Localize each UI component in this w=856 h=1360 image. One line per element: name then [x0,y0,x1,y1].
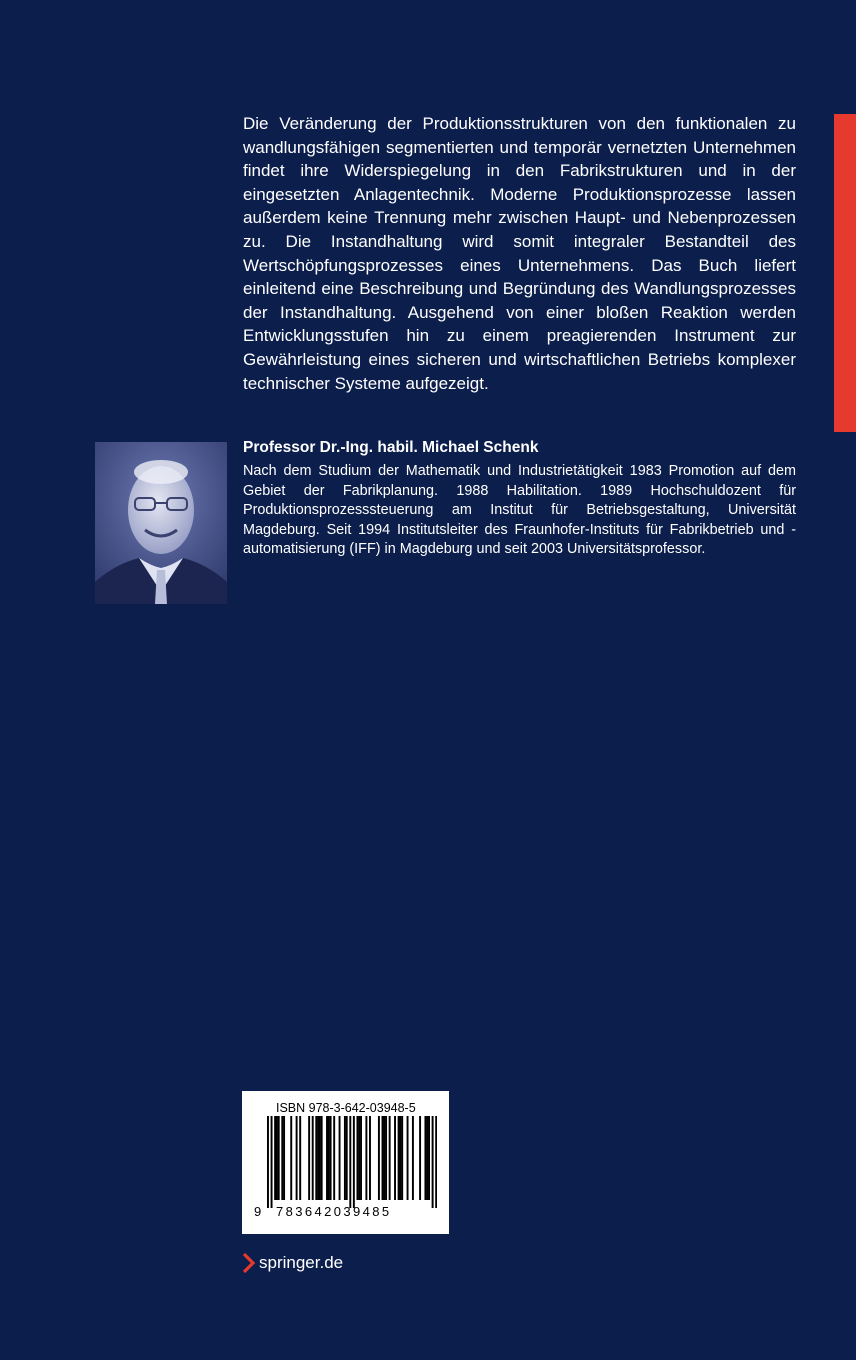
isbn-barcode [242,1091,449,1234]
barcode-bar [399,1116,401,1200]
barcode-bar [317,1116,319,1200]
publisher-website: springer.de [259,1253,344,1272]
barcode-bar [358,1116,360,1200]
author-portrait-image [95,442,227,604]
barcode-bar [344,1116,346,1200]
barcode-bar [312,1116,314,1200]
barcode-bar [365,1116,367,1200]
ean-first-digit: 9 [254,1204,262,1219]
barcode-bar [407,1116,409,1200]
barcode-bar [308,1116,310,1200]
springer-logo [243,1251,343,1275]
barcode-bar [326,1116,328,1200]
barcode-bar [283,1116,285,1200]
barcode-bar [333,1116,335,1200]
chevron-right-icon [243,1252,255,1274]
ean-digits: 783642039485 [276,1204,392,1219]
barcode-bar [394,1116,396,1200]
barcode-bar [435,1116,437,1208]
barcode-bar [321,1116,323,1200]
barcode-bar [349,1116,351,1208]
barcode-bar [369,1116,371,1200]
barcode-bar [356,1116,358,1200]
barcode-bar [339,1116,341,1200]
barcode-bar [278,1116,280,1200]
barcode-bar [281,1116,283,1200]
book-blurb: Die Veränderung der Produktionsstrukturen von den funktionalen zu wandlungsfähigen segmentierten und temporär vernetzten Unternehmen findet ihre Widerspiegelung in den Fabrikstrukturen und in der eingesetzten Anlagentechnik. Moderne Produktionsprozesse lassen außerdem keine Trennung mehr zwischen Haupt- und Nebenprozessen zu. Die Instandhaltung wird somit integraler Bestandteil des Wertschöpfungsprozesses eines Unternehmens. Das Buch liefert einleitend eine Beschreibung und Begründung des Wandlungsprozesses der Instandhaltung. Ausgehend von einer bloßen Reaktion werden Entwicklungsstufen hin zu einem preagierenden Instrument zur Gewährleistung eines sicheren und wirtschaftlichen Betriebs komplexer technischer Systeme aufgezeigt. [243,114,796,393]
barcode-bar [290,1116,292,1200]
barcode-bar [378,1116,380,1200]
barcode-bar [319,1116,321,1200]
author-bio: Nach dem Studium der Mathematik und Industrietätigkeit 1983 Promotion auf dem Gebiet der Fabrikplanung. 1988 Habilitation. 1989 Hochschuldozent für Produktionsprozesssteuerung am Institut für Betriebsgestaltung, Universität Magdeburg. Seit 1994 Institutsleiter des Fraunhofer-Instituts für Fabrikbetrieb und -automatisierung (IFF) in Magdeburg und seit 2003 Universitätsprofessor. [243,463,796,557]
barcode-bars [267,1116,437,1208]
barcode-bar [383,1116,385,1200]
barcode-bar [299,1116,301,1200]
barcode-bar [428,1116,430,1200]
barcode-bar [346,1116,348,1200]
barcode-bar [328,1116,330,1200]
isbn-label: ISBN 978-3-642-03948-5 [276,1101,416,1115]
barcode-bar [315,1116,317,1200]
barcode-bar [274,1116,276,1200]
barcode-bar [382,1116,384,1200]
barcode-bar [432,1116,434,1208]
barcode-bar [330,1116,332,1200]
author-photo [95,442,227,604]
barcode-bar [412,1116,414,1200]
author-name: Professor Dr.-Ing. habil. Michael Schenk [243,439,539,456]
barcode-bar [276,1116,278,1200]
barcode-bar [419,1116,421,1200]
barcode-bar [424,1116,426,1200]
red-accent-tab [834,114,856,432]
barcode-bar [385,1116,387,1200]
barcode-bar [398,1116,400,1200]
barcode-bar [271,1116,273,1208]
barcode-bar [296,1116,298,1200]
barcode-bar [426,1116,428,1200]
barcode-bar [389,1116,391,1200]
barcode-bar [353,1116,355,1208]
barcode-bar [401,1116,403,1200]
barcode-bar [360,1116,362,1200]
barcode-bar [267,1116,269,1208]
